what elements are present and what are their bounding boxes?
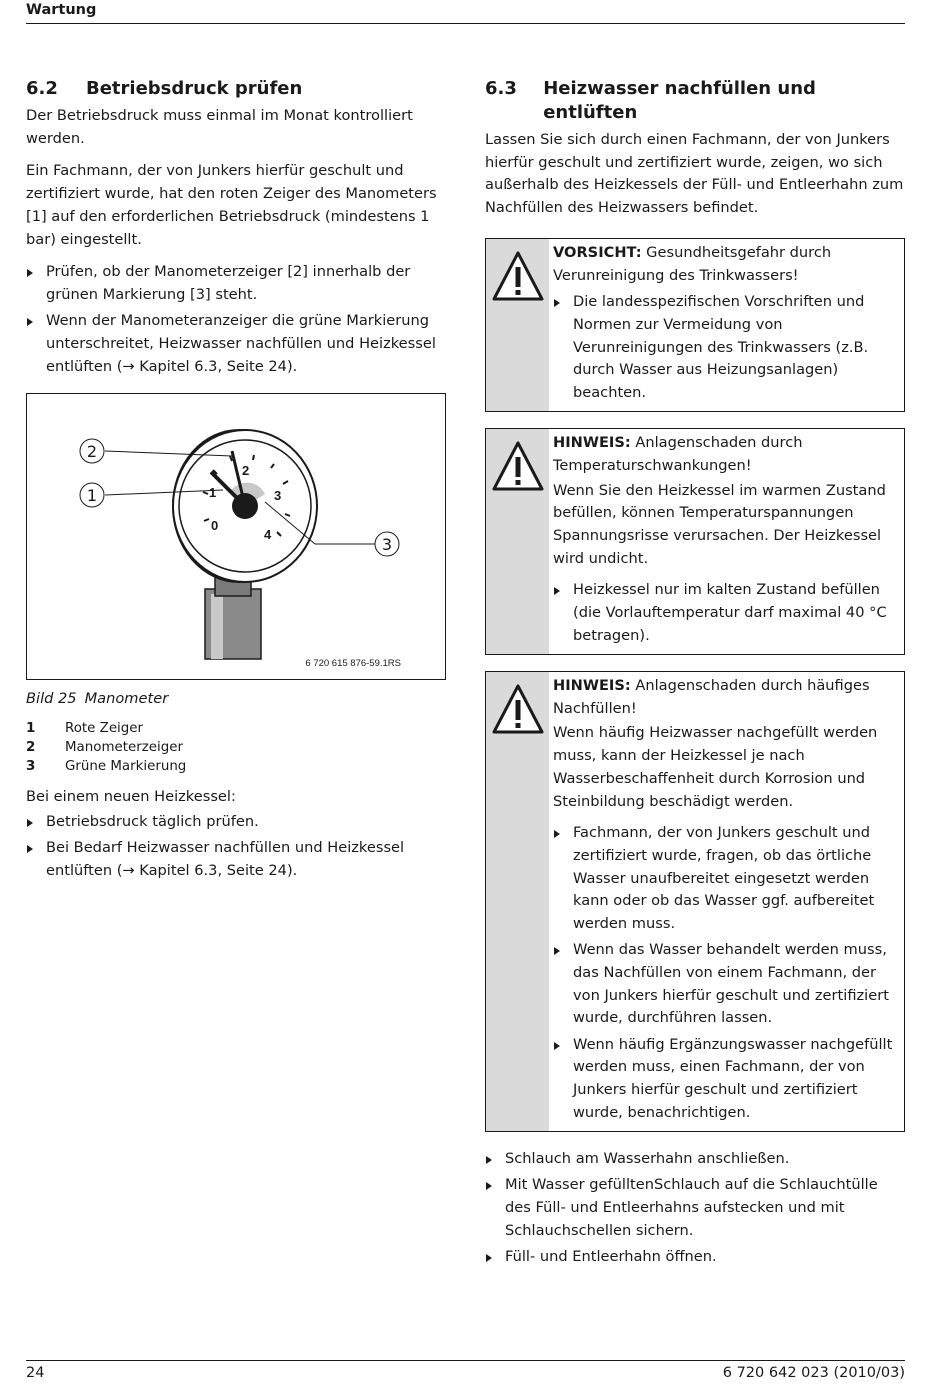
notice-label: HINWEIS: bbox=[553, 434, 631, 452]
page-number: 24 bbox=[26, 1365, 45, 1381]
list-item: Die landesspezifischen Vorschriften und Normen zur Vermeidung von Verunreinigungen des Trinkwassers (z.B. durch Wasser aus Heizungsanlagen) beachten. bbox=[553, 291, 896, 405]
notice-title-text: Anlagenschaden durch Temperaturschwankungen! bbox=[553, 434, 803, 474]
refill-steps bbox=[485, 1148, 905, 1269]
list-item: Wenn häufig Ergänzungswasser nachgefüllt werden muss, einen Fachmann, der von Junkers hierfür geschult und zertifiziert wurde, benachrichtigen. bbox=[553, 1034, 896, 1125]
notice-title bbox=[553, 432, 896, 477]
manometer-drawing bbox=[27, 394, 447, 681]
notice-text: Wenn Sie den Heizkessel im warmen Zustand befüllen, können Temperaturspannungen Spannungsrisse verursachen. Der Heizkessel wird undicht. bbox=[553, 481, 886, 567]
figure-code: 6 720 615 876-59.1RS bbox=[305, 658, 401, 670]
notice-sidebar bbox=[486, 672, 549, 1131]
legend-number: 3 bbox=[26, 758, 36, 774]
section-title: Wartung bbox=[26, 2, 97, 18]
heading-number: 6.3 bbox=[485, 78, 517, 99]
list-item: Betriebsdruck täglich prüfen. bbox=[26, 811, 446, 834]
notice-body bbox=[549, 672, 904, 1131]
list-item: Wenn der Manometeranzeiger die grüne Markierung unterschreitet, Heizwasser nachfüllen und Heizkessel entlüften (→ Kapitel 6.3, Seite 24). bbox=[26, 310, 446, 378]
new-boiler-list bbox=[26, 811, 446, 883]
notice-label: HINWEIS: bbox=[553, 677, 631, 695]
scale-label-3: 3 bbox=[274, 488, 282, 504]
heading-6-3 bbox=[485, 77, 905, 125]
footer-divider bbox=[26, 1360, 905, 1361]
notice-title-text: Gesundheitsgefahr durch Verunreinigung des Trinkwassers! bbox=[553, 243, 832, 284]
legend-number: 1 bbox=[26, 720, 36, 736]
left-column bbox=[26, 77, 446, 892]
manometer-figure bbox=[26, 393, 446, 680]
scale-label-4: 4 bbox=[264, 527, 272, 543]
legend-text: Manometerzeiger bbox=[65, 739, 183, 755]
notice-title bbox=[553, 242, 896, 287]
intro-paragraph: Der Betriebsdruck muss einmal im Monat kontrolliert werden. bbox=[26, 107, 413, 147]
callout-2: 2 bbox=[86, 442, 98, 462]
list-item: Fachmann, der von Junkers geschult und zertifiziert wurde, fragen, ob das örtliche Wasser unaufbereitet eingesetzt werden kann oder ob das Wasser ggf. aufbereitet werden muss. bbox=[553, 822, 896, 936]
intro-paragraph: Lassen Sie sich durch einen Fachmann, der von Junkers hierfür geschult und zertifiziert wurde, zeigen, wo sich außerhalb des Heizkessels der Füll- und Entleerhahn zum Nachfüllen des Heizwassers befindet. bbox=[485, 131, 904, 217]
warning-triangle-icon bbox=[490, 439, 546, 495]
notice-title bbox=[553, 675, 896, 720]
warning-triangle-icon bbox=[490, 249, 546, 305]
note-notice-refill bbox=[485, 671, 905, 1132]
notice-body bbox=[549, 239, 904, 411]
list-item: Heizkessel nur im kalten Zustand befüllen (die Vorlauftemperatur darf maximal 40 °C betragen). bbox=[553, 579, 896, 647]
notice-list bbox=[553, 291, 896, 405]
scale-label-1: 1 bbox=[209, 485, 217, 501]
list-item: Schlauch am Wasserhahn anschließen. bbox=[485, 1148, 905, 1171]
body-paragraph: Ein Fachmann, der von Junkers hierfür geschult und zertifiziert wurde, hat den roten Zeiger des Manometers [1] auf den erforderlichen Betriebsdruck (mindestens 1 bar) eingestellt. bbox=[26, 162, 437, 248]
list-item: Wenn das Wasser behandelt werden muss, das Nachfüllen von einem Fachmann, der von Junkers hierfür geschult und zertifiziert wurde, durchführen lassen. bbox=[553, 939, 896, 1030]
right-column bbox=[485, 77, 905, 1278]
caution-notice bbox=[485, 238, 905, 412]
callout-3: 3 bbox=[381, 535, 393, 555]
legend-row bbox=[26, 738, 446, 757]
caption-title: Manometer bbox=[84, 690, 169, 708]
notice-label: VORSICHT: bbox=[553, 243, 642, 261]
notice-sidebar bbox=[486, 429, 549, 654]
list-item: Mit Wasser gefülltenSchlauch auf die Schlauchtülle des Füll- und Entleerhahns aufstecken und mit Schlauchschellen sichern. bbox=[485, 1174, 905, 1242]
notice-list bbox=[553, 822, 896, 1124]
callout-1: 1 bbox=[86, 486, 98, 506]
list-item: Prüfen, ob der Manometerzeiger [2] innerhalb der grünen Markierung [3] steht. bbox=[26, 261, 446, 306]
figure-legend bbox=[26, 719, 446, 776]
warning-triangle-icon bbox=[490, 682, 546, 738]
heading-text: Heizwasser nachfüllen und entlüften bbox=[543, 78, 816, 123]
caption-number: Bild 25 bbox=[26, 690, 77, 708]
check-list bbox=[26, 261, 446, 378]
heading-number: 6.2 bbox=[26, 78, 58, 99]
header-divider bbox=[26, 23, 905, 24]
notice-title-text: Anlagenschaden durch häufiges Nachfüllen! bbox=[553, 677, 870, 717]
scale-label-0: 0 bbox=[211, 518, 219, 534]
heading-6-2 bbox=[26, 77, 446, 101]
notice-sidebar bbox=[486, 239, 549, 411]
legend-text: Rote Zeiger bbox=[65, 720, 144, 736]
notice-list bbox=[553, 579, 896, 647]
legend-row bbox=[26, 757, 446, 776]
figure-caption bbox=[26, 688, 446, 711]
notice-body bbox=[549, 429, 904, 654]
new-boiler-text: Bei einem neuen Heizkessel: bbox=[26, 787, 236, 805]
note-notice-temperature bbox=[485, 428, 905, 655]
list-item: Bei Bedarf Heizwasser nachfüllen und Heizkessel entlüften (→ Kapitel 6.3, Seite 24). bbox=[26, 837, 446, 882]
list-item: Füll- und Entleerhahn öffnen. bbox=[485, 1246, 905, 1269]
scale-label-2: 2 bbox=[242, 463, 250, 479]
legend-row bbox=[26, 719, 446, 738]
legend-text: Grüne Markierung bbox=[65, 758, 187, 774]
notice-text: Wenn häufig Heizwasser nachgefüllt werden muss, kann der Heizkessel je nach Wasserbeschaffenheit durch Korrosion und Steinbildung beschädigt werden. bbox=[553, 724, 878, 810]
document-number: 6 720 642 023 (2010/03) bbox=[722, 1365, 905, 1381]
legend-number: 2 bbox=[26, 739, 36, 755]
heading-text: Betriebsdruck prüfen bbox=[86, 78, 303, 99]
